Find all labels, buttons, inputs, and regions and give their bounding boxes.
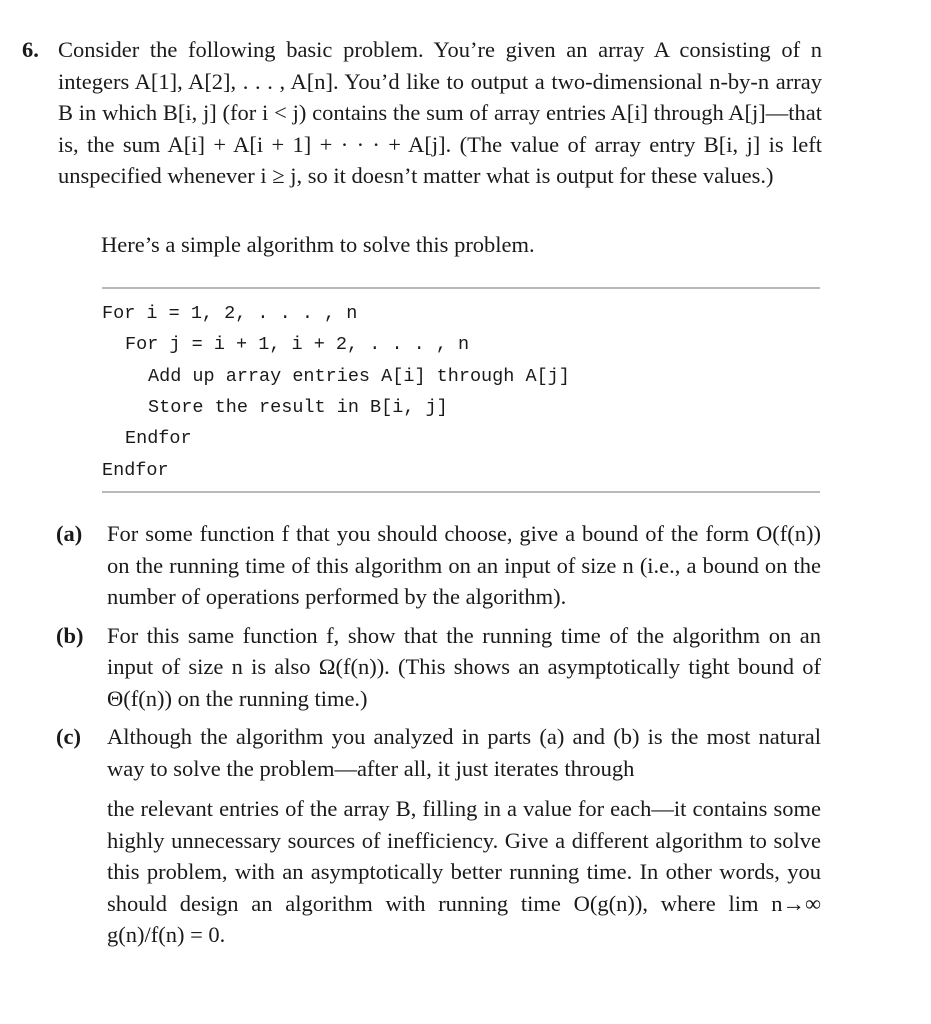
algo-line-outer-endfor: Endfor <box>102 460 169 481</box>
part-c-label: (c) <box>56 724 81 749</box>
algorithm-intro: Here’s a simple algorithm to solve this problem. <box>101 232 535 257</box>
algorithm-bottom-rule <box>102 491 820 493</box>
problem-parts <box>56 518 821 958</box>
part-a-text: For some function f that you should choose, give a bound of the form O(f(n)) on the running time of this algorithm on an input of size n (i.e., a bound on the number of operations performed by the algorithm). <box>107 521 821 609</box>
part-c-text-2: the relevant entries of the array B, filling in a value for each—it contains some highly unnecessary sources of inefficiency. Give a different algorithm to solve this problem, with an asymptotically better running time. In other words, you should design an algorithm with running time O(g(n)), where lim n→∞ g(n)/f(n) = 0. <box>107 796 821 947</box>
algo-line-inner-endfor: Endfor <box>125 428 192 449</box>
part-c-text-1: Although the algorithm you analyzed in parts (a) and (b) is the most natural way to solve the problem—after all, it just iterates through <box>107 724 821 781</box>
problem-statement <box>22 34 822 192</box>
part-b-label: (b) <box>56 622 84 648</box>
part-a-label: (a) <box>56 521 83 546</box>
algo-line-inner-for: For j = i + 1, i + 2, . . . , n <box>125 334 470 355</box>
part-b-text: For this same function f, show that the running time of the algorithm on an input of size n is also Ω(f(n)). (This shows an asymptotically tight bound of Θ(f(n)) on the running time.) <box>107 622 821 711</box>
part-a <box>56 518 821 613</box>
part-b <box>56 620 821 715</box>
algorithm-top-rule <box>102 287 820 289</box>
algo-line-add: Add up array entries A[i] through A[j] <box>148 366 570 387</box>
problem-number: 6. <box>22 37 39 62</box>
algo-line-outer-for: For i = 1, 2, . . . , n <box>102 303 358 324</box>
problem-text: Consider the following basic problem. You’re given an array A consisting of n integers A[1], A[2], . . . , A[n]. You’d like to output a two-dimensional n-by-n array B in which B[i, j] (for i < j) contains the sum of array entries A[i] through A[j]—that is, the sum A[i] + A[i + 1] + · · · + A[j]. (The value of array entry B[i, j] is left unspecified whenever i ≥ j, so it doesn’t matter what is output for these values.) <box>58 37 822 188</box>
part-c <box>56 721 821 951</box>
algo-line-store: Store the result in B[i, j] <box>148 397 448 418</box>
